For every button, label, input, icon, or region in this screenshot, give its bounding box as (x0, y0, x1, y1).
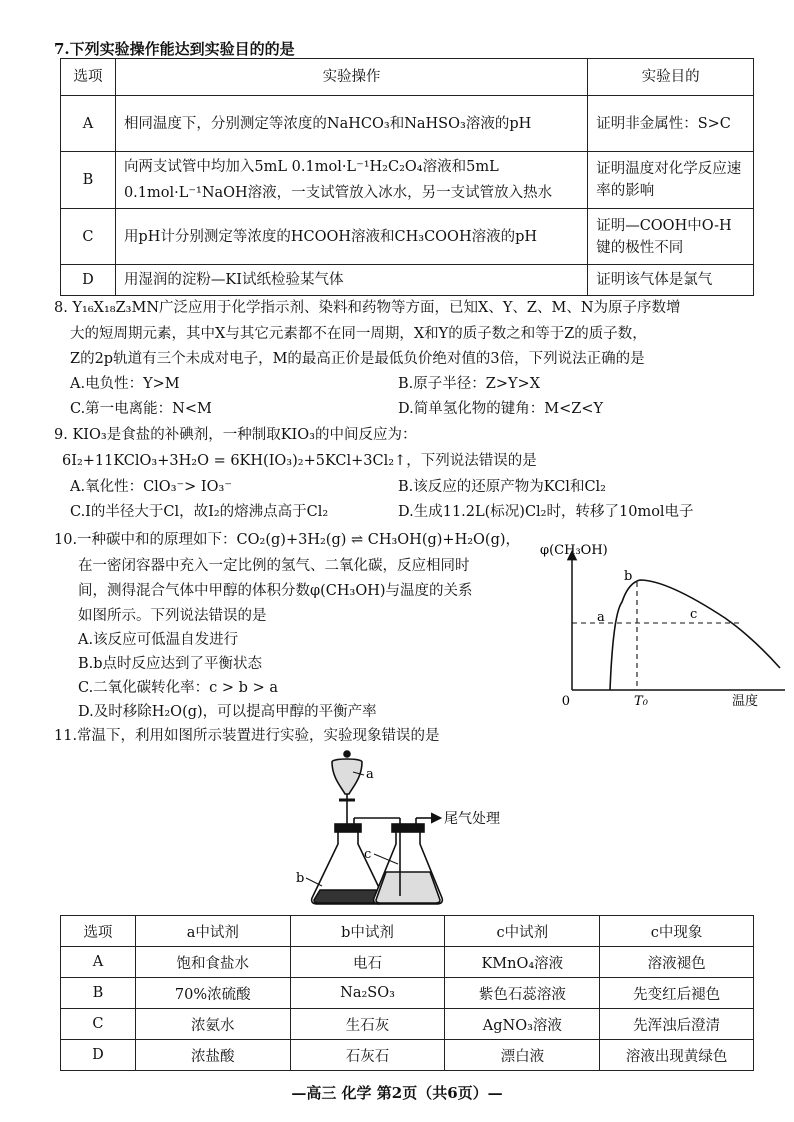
q10-stem-line3: 间，测得混合气体中甲醇的体积分数φ(CH₃OH)与温度的关系 (78, 583, 473, 599)
header-option: 选项 (61, 916, 136, 947)
row-option: A (61, 96, 116, 152)
q10-option-a: A.该反应可低温自发进行 (78, 632, 239, 648)
header-goal: 实验目的 (588, 59, 754, 96)
cell: 先浑浊后澄清 (600, 1009, 754, 1040)
q10-stem-line1: 10.一种碳中和的原理如下：CO₂(g)+3H₂(g) ⇌ CH₃OH(g)+H₂O(g)， (54, 532, 521, 548)
header-a-reagent: a中试剂 (135, 916, 290, 947)
label-a: a (366, 767, 374, 782)
q8-stem-line2: 大的短周期元素，其中X与其它元素都不在同一周期，X和Y的质子数之和等于Z的质子数， (70, 326, 647, 342)
q11-table (60, 915, 754, 1071)
cell: 饱和食盐水 (135, 947, 290, 978)
q8-option-c: C.第一电离能：N<M (70, 401, 212, 417)
separatory-funnel-icon (332, 751, 362, 828)
cell: 溶液出现黄绿色 (600, 1040, 754, 1071)
graph-point-a: a (597, 610, 605, 625)
label-c: c (364, 847, 372, 862)
q9-option-b: B.该反应的还原产物为KCl和Cl₂ (398, 479, 606, 495)
table-header-row (61, 916, 754, 947)
q8-stem-line1: 8. Y₁₆X₁₈Z₃MN广泛应用于化学指示剂、染料和药物等方面，已知X、Y、Z、M、N为原子序数增 (54, 300, 681, 316)
q8-option-b: B.原子半径：Z>Y>X (398, 376, 541, 392)
washing-flask-icon (374, 818, 443, 904)
row-goal: 证明—COOH中O-H键的极性不同 (588, 209, 754, 265)
cell: 先变红后褪色 (600, 978, 754, 1009)
table-row (61, 978, 754, 1009)
table-row (61, 209, 754, 265)
exhaust-label: 尾气处理 (444, 811, 500, 827)
q10-stem-line4: 如图所示。下列说法错误的是 (78, 608, 267, 624)
q8-option-a: A.电负性：Y>M (70, 376, 180, 392)
cell: AgNO₃溶液 (445, 1009, 600, 1040)
cell: 紫色石蕊溶液 (445, 978, 600, 1009)
cell: D (61, 1040, 136, 1071)
graph-curve (610, 580, 780, 690)
cell: 70%浓硫酸 (135, 978, 290, 1009)
cell: A (61, 947, 136, 978)
header-operation: 实验操作 (115, 59, 587, 96)
label-b: b (296, 871, 305, 886)
cell: C (61, 1009, 136, 1040)
table-row (61, 152, 754, 209)
cell: B (61, 978, 136, 1009)
q7-title: 7.下列实验操作能达到实验目的的是 (54, 40, 295, 58)
row-goal: 证明该气体是氯气 (588, 265, 754, 296)
cell: KMnO₄溶液 (445, 947, 600, 978)
q8-option-d: D.简单氢化物的键角：M<Z<Y (398, 401, 604, 417)
row-operation: 用湿润的淀粉—KI试纸检验某气体 (115, 265, 587, 296)
graph-origin: 0 (561, 694, 570, 708)
q11-apparatus (290, 748, 530, 908)
header-c-reagent: c中试剂 (445, 916, 600, 947)
q10-option-c: C.二氧化碳转化率：c > b > a (78, 680, 278, 696)
header-b-reagent: b中试剂 (290, 916, 445, 947)
row-goal: 证明温度对化学反应速率的影响 (588, 152, 754, 209)
cell: 溶液褪色 (600, 947, 754, 978)
cell: 浓盐酸 (135, 1040, 290, 1071)
page-footer: —高三 化学 第2页（共6页）— (291, 1084, 503, 1102)
row-option: B (61, 152, 116, 209)
row-option: D (61, 265, 116, 296)
q10-stem-line2: 在一密闭容器中充入一定比例的氢气、二氧化碳，反应相同时 (78, 558, 470, 574)
q9-option-c: C.I的半径大于Cl，故I₂的熔沸点高于Cl₂ (70, 504, 329, 520)
q10-option-b: B.b点时反应达到了平衡状态 (78, 656, 263, 672)
cell: 漂白液 (445, 1040, 600, 1071)
row-goal: 证明非金属性：S>C (588, 96, 754, 152)
cell: 浓氨水 (135, 1009, 290, 1040)
cell: 电石 (290, 947, 445, 978)
graph-y-label: φ(CH₃OH) (540, 543, 608, 558)
header-option: 选项 (61, 59, 116, 96)
table-header-row (61, 59, 754, 96)
q8-stem-line3: Z的2p轨道有三个未成对电子，M的最高正价是最低负价绝对值的3倍，下列说法正确的是 (70, 351, 645, 367)
q9-equation: 6I₂+11KClO₃+3H₂O = 6KH(IO₃)₂+5KCl+3Cl₂↑，下列说法错误的是 (62, 453, 537, 469)
cell: 生石灰 (290, 1009, 445, 1040)
q9-option-a: A.氧化性：ClO₃⁻> IO₃⁻ (70, 479, 233, 495)
q10-graph (540, 540, 790, 708)
graph-x-label: 温度 (732, 694, 759, 708)
header-c-phenomenon: c中现象 (600, 916, 754, 947)
table-row (61, 265, 754, 296)
table-row (61, 1040, 754, 1071)
graph-point-c: c (690, 607, 698, 622)
q11-title: 11.常温下，利用如图所示装置进行实验，实验现象错误的是 (54, 728, 440, 744)
q10-option-d: D.及时移除H₂O(g)，可以提高甲醇的平衡产率 (78, 704, 377, 720)
row-operation: 向两支试管中均加入5mL 0.1mol·L⁻¹H₂C₂O₄溶液和5mL 0.1mol·L⁻¹NaOH溶液，一支试管放入冰水，另一支试管放入热水 (115, 152, 587, 209)
row-operation: 相同温度下，分别测定等浓度的NaHCO₃和NaHSO₃溶液的pH (115, 96, 587, 152)
q7-table (60, 58, 754, 296)
row-operation: 用pH计分别测定等浓度的HCOOH溶液和CH₃COOH溶液的pH (115, 209, 587, 265)
graph-point-b: b (624, 569, 633, 584)
table-row (61, 947, 754, 978)
table-row (61, 1009, 754, 1040)
q9-option-d: D.生成11.2L(标况)Cl₂时，转移了10mol电子 (398, 504, 694, 520)
cell: Na₂SO₃ (290, 978, 445, 1009)
table-row (61, 96, 754, 152)
cell: 石灰石 (290, 1040, 445, 1071)
q9-stem-line1: 9. KIO₃是食盐的补碘剂，一种制取KIO₃的中间反应为： (54, 427, 417, 443)
row-option: C (61, 209, 116, 265)
graph-t0-label: T₀ (634, 694, 648, 708)
